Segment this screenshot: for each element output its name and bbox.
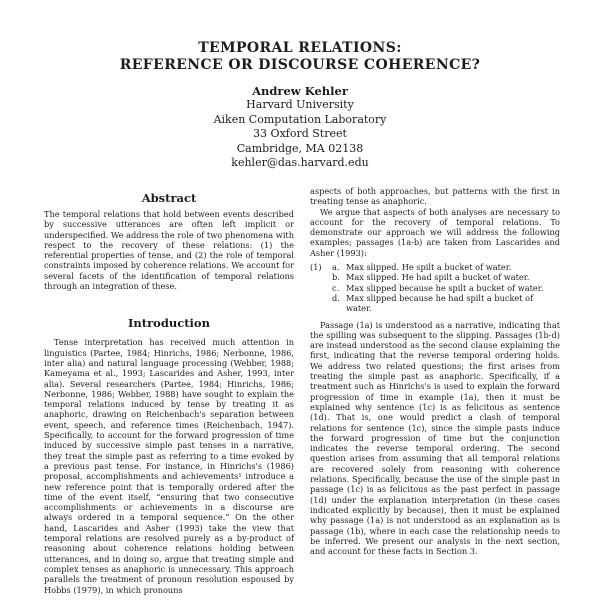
title-line-2: REFERENCE OR DISCOURSE COHERENCE?: [119, 57, 481, 73]
author-name: Andrew Kehler: [252, 84, 348, 98]
example-text: Max slipped because he spilt a bucket of water.: [346, 282, 544, 293]
right-column: [310, 186, 560, 556]
example-letter: d.: [332, 292, 340, 303]
example-letter: a.: [332, 262, 340, 273]
right-continuation-text: aspects of both approaches, but patterns with the first in treating tense as anaphoric.: [310, 186, 560, 207]
example-list: [310, 262, 560, 313]
author-affiliation: Harvard University: [246, 98, 354, 112]
title-line-1: TEMPORAL RELATIONS:: [198, 40, 402, 56]
author-email: kehler@das.harvard.edu: [231, 156, 369, 170]
author-city: Cambridge, MA 02138: [236, 141, 364, 155]
example-item-b: [310, 272, 560, 282]
example-item-d: [310, 293, 560, 314]
author-lab: Aiken Computation Laboratory: [213, 112, 387, 126]
paper-title: [0, 40, 600, 74]
introduction-heading: Introduction: [128, 316, 210, 331]
example-text: Max slipped because he had spilt a bucket of water.: [346, 292, 534, 314]
left-column: [44, 190, 294, 595]
right-paragraph-3: Passage (1a) is understood as a narrative, indicating that the spilling was subsequent to the slipping. Passages (1b-d) are instead understood as the second clause explaining the first, indicating that the reverse temporal ordering holds. We address two related questions; the first arises from treating the simple past as anaphoric. Specifically, if a treatment such as Hinrichs's is used to explain the forward progression of time in example (1a), then it must be explained why sentence (1c) is as felicitous as sentence (1d). That is, one would predict a clash of temporal relations for sentence (1c), since the simple pasts induce the forward progression of time but the conjunction indicates the reverse temporal ordering. The second question arises from assuming that all temporal relations are recovered solely from reasoning with coherence relations. Specifically, because the use of the simple past in passage (1c) is as felicitous as the past perfect in passage (1d) under the explanation interpretation (in these cases indicated explicitly by because), then it must be explained why passage (1a) is not understood as an explanation as is passage (1b), where in each case the relationship needs to be inferred. We present our analysis in the next section, and account for these facts in Section 3.: [310, 319, 560, 557]
abstract-text: The temporal relations that hold between events described by successive utterances are often left implicit or underspecified. We address the role of two phenomena with respect to the recovery of these relations: (1) the referential properties of tense, and (2) the role of temporal constraints imposed by coherence relations. We account for several facets of the identification of temporal relations through an integration of these.: [44, 209, 294, 292]
example-text: Max slipped. He had spilt a bucket of water.: [346, 272, 530, 283]
example-item-a: [310, 262, 560, 272]
example-item-c: [310, 283, 560, 293]
example-letter: c.: [332, 282, 340, 293]
author-block: [0, 84, 600, 170]
example-text: Max slipped. He spilt a bucket of water.: [346, 262, 512, 273]
abstract-heading: Abstract: [141, 191, 197, 205]
introduction-text: Tense interpretation has received much attention in linguistics (Partee, 1984; Hinrichs, 1986; Nerbonne, 1986, inter alia) and natural language processing (Webber, 1988; Kameyama et al., 1993; Lascarides and Asher, 1993, inter alia). Several researchers (Partee, 1984; Hinrichs, 1986; Nerbonne, 1986; Webber, 1988) have sought to explain the temporal relations induced by tense by treating it as anaphoric, drawing on Reichenbach's separation between event, speech, and reference times (Reichenbach, 1947). Specifically, to account for the forward progression of time induced by successive simple past tenses in a narrative, they treat the simple past as referring to a time evoked by a previous past tense. For instance, in Hinrichs's (1986) proposal, accomplishments and achievements¹ introduce a new reference point that is temporally ordered after the time of the event itself, “ensuring that two consecutive accomplishments or achievements in a discourse are always ordered in a temporal sequence.” On the other hand, Lascarides and Asher (1993) take the view that temporal relations are resolved purely as a by-product of reasoning about coherence relations holding between utterances, and in doing so, argue that treating simple and complex tenses as anaphoric is unnecessary. This approach parallels the treatment of pronoun resolution espoused by Hobbs (1979), in which pronouns: [44, 337, 294, 595]
right-paragraph-2: We argue that aspects of both analyses are necessary to account for the recovery of temporal relations. To demonstrate our approach we will address the following examples; passages (1a-b) are taken from Lascarides and Asher (1993):: [310, 206, 560, 258]
example-number: (1): [310, 262, 322, 273]
example-letter: b.: [332, 272, 340, 283]
author-street: 33 Oxford Street: [253, 127, 347, 141]
